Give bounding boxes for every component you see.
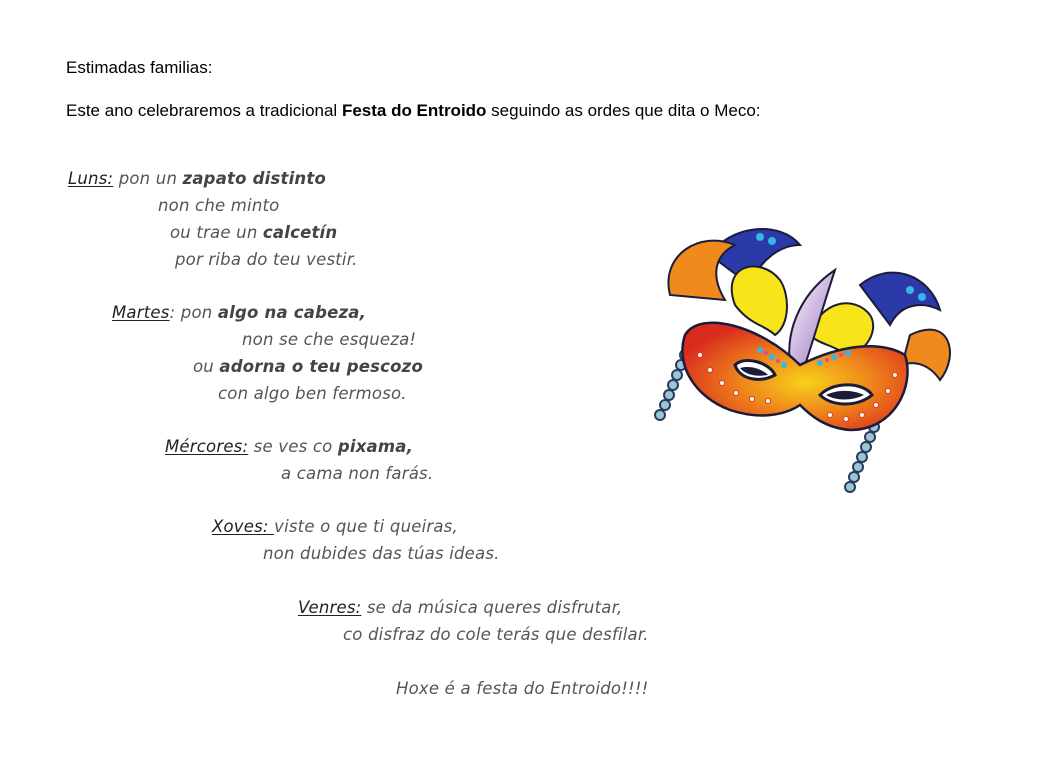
verse-text: viste o que ti queiras,: [274, 517, 458, 536]
verse-luns-line-4: por riba do teu vestir.: [175, 250, 358, 269]
festival-name: Festa do Entroido: [341, 101, 487, 120]
verse-luns-line-3: [170, 223, 337, 242]
day-label-venres: Venres:: [298, 598, 362, 617]
verse-venres-line-1: [298, 598, 623, 617]
verse-martes-line-3: [193, 357, 423, 376]
verse-mercores-line-1: [165, 437, 413, 456]
verse-martes-line-1: [112, 303, 366, 322]
verse-bold-text: calcetín: [262, 223, 338, 242]
verse-text: ou: [193, 357, 220, 376]
carnival-mask-icon: [640, 215, 970, 500]
verse-martes-line-4: con algo ben fermoso.: [218, 384, 407, 403]
verse-venres-line-2: co disfraz do cole terás que desfilar.: [343, 625, 649, 644]
verse-luns-line-2: non che minto: [158, 196, 280, 215]
verse-bold-text: zapato distinto: [182, 169, 326, 188]
intro-text-after: seguindo as ordes que dita o Meco:: [486, 101, 761, 120]
verse-text: se da música queres disfrutar,: [361, 598, 623, 617]
verse-text: : pon: [169, 303, 218, 322]
verse-bold-text: pixama,: [337, 437, 414, 456]
intro-line: [66, 101, 761, 121]
verse-mercores-line-2: a cama non farás.: [281, 464, 434, 483]
verse-bold-text: algo na cabeza,: [217, 303, 367, 322]
day-label-mercores: Mércores:: [165, 437, 249, 456]
verse-text: ou trae un: [170, 223, 263, 242]
closing-line: Hoxe é a festa do Entroido!!!!: [396, 679, 649, 698]
day-label-martes: Martes: [112, 303, 170, 322]
greeting-line: Estimadas familias:: [66, 58, 213, 77]
verse-xoves-line-2: non dubides das túas ideas.: [263, 544, 500, 563]
verse-bold-text: adorna o teu pescozo: [219, 357, 423, 376]
day-label-luns: Luns:: [68, 169, 114, 188]
verse-xoves-line-1: [212, 517, 458, 536]
verse-martes-line-2: non se che esqueza!: [242, 330, 417, 349]
verse-luns-line-1: [68, 169, 326, 188]
verse-text: se ves co: [248, 437, 338, 456]
intro-text-before: Este ano celebraremos a tradicional: [66, 101, 342, 120]
verse-text: pon un: [113, 169, 183, 188]
day-label-xoves: Xoves:: [212, 517, 275, 536]
